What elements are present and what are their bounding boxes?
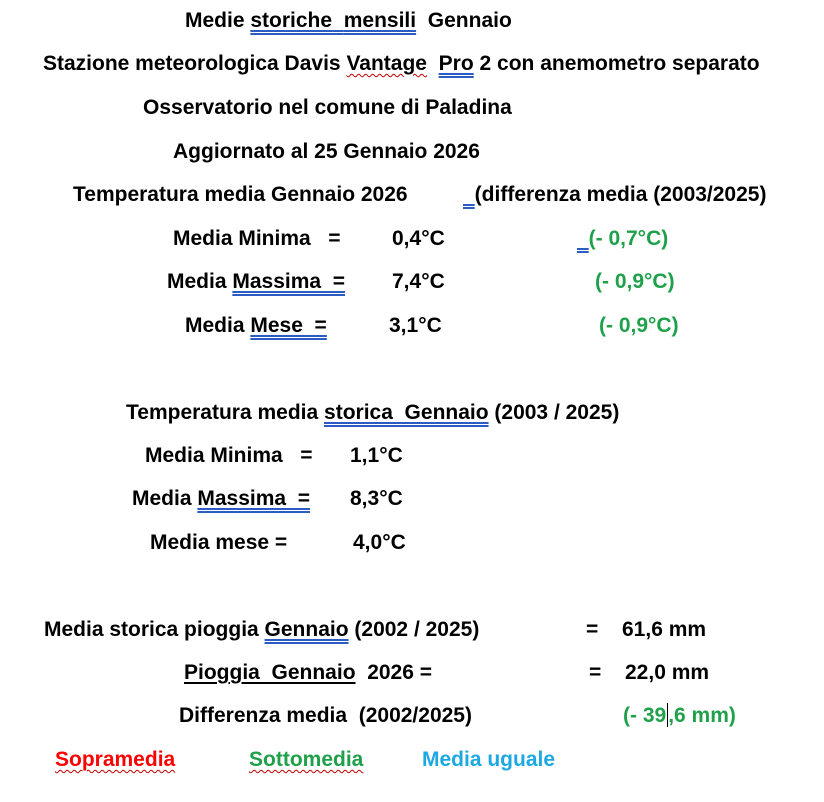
max-label-text: Massima = bbox=[232, 270, 346, 293]
rain-current-label bbox=[184, 660, 432, 686]
title-text: mensili bbox=[343, 9, 417, 32]
historic-max-label-text: Massima = bbox=[197, 487, 311, 510]
rain-current-value: 22,0 mm bbox=[625, 661, 710, 684]
observatory-line: Osservatorio nel comune di Paladina bbox=[143, 96, 512, 119]
historic-max-label bbox=[132, 486, 310, 512]
historic-title-text: (2003 / 2025) bbox=[488, 401, 620, 424]
station-text: Stazione meteorologica Davis bbox=[43, 52, 347, 75]
rain-hist-text: Media storica pioggia bbox=[44, 618, 265, 641]
title-text bbox=[332, 9, 344, 32]
legend-below-text: Sottomedia bbox=[249, 748, 364, 771]
diff-title-text: (differenza media (2003/2025) bbox=[474, 183, 767, 206]
rain-historic-eq: = bbox=[586, 618, 599, 641]
rain-current-eq: = bbox=[589, 661, 602, 684]
current-month-label bbox=[185, 313, 327, 339]
station-text bbox=[427, 52, 439, 75]
current-month-diff: (- 0,9°C) bbox=[599, 314, 679, 337]
historic-min-value: 1,1°C bbox=[350, 444, 403, 467]
rain-diff-value bbox=[623, 703, 736, 729]
month-label-text: Media bbox=[185, 314, 251, 337]
station-text: 2 con anemometro separato bbox=[473, 52, 760, 75]
current-max-label bbox=[167, 269, 345, 295]
current-diff-title bbox=[463, 182, 766, 208]
rain-current-text: Pioggia Gennaio bbox=[184, 661, 356, 684]
rain-historic-label bbox=[44, 617, 479, 643]
historic-min-label: Media Minima = bbox=[145, 444, 313, 467]
legend-below bbox=[249, 747, 363, 773]
rain-hist-text: Gennaio bbox=[264, 618, 349, 641]
legend-above-text: Sopramedia bbox=[55, 748, 176, 771]
legend-above bbox=[55, 747, 175, 773]
current-max-diff: (- 0,9°C) bbox=[595, 270, 675, 293]
current-min-value: 0,4°C bbox=[392, 227, 445, 250]
station-text: Vantage bbox=[346, 52, 427, 75]
rain-current-text: 2026 = bbox=[355, 661, 433, 684]
legend-equal: Media uguale bbox=[422, 748, 556, 771]
current-min-label: Media Minima = bbox=[173, 227, 341, 250]
month-label-text: Mese = bbox=[250, 314, 327, 337]
title-line bbox=[185, 8, 512, 34]
historic-title bbox=[126, 400, 619, 426]
rain-diff-text: (- 39 bbox=[623, 704, 667, 727]
historic-title-text: storica Gennaio bbox=[324, 401, 489, 424]
title-text: storiche bbox=[250, 9, 333, 32]
title-text: Medie bbox=[185, 9, 251, 32]
current-min-diff bbox=[577, 226, 668, 252]
historic-title-text: Temperatura media bbox=[126, 401, 325, 424]
updated-line: Aggiornato al 25 Gennaio 2026 bbox=[173, 140, 480, 163]
rain-diff-label: Differenza media (2002/2025) bbox=[179, 704, 472, 727]
station-text: Pro bbox=[438, 52, 474, 75]
title-text: Gennaio bbox=[416, 9, 512, 32]
historic-max-label-text: Media bbox=[132, 487, 198, 510]
historic-month-value: 4,0°C bbox=[353, 531, 406, 554]
historic-month-label: Media mese = bbox=[150, 531, 288, 554]
current-month-value: 3,1°C bbox=[389, 314, 442, 337]
historic-max-value: 8,3°C bbox=[350, 487, 403, 510]
station-line bbox=[43, 51, 760, 77]
rain-historic-value: 61,6 mm bbox=[622, 618, 707, 641]
min-diff-text: (- 0,7°C) bbox=[588, 227, 669, 250]
current-title: Temperatura media Gennaio 2026 bbox=[73, 183, 408, 206]
rain-diff-text: ,6 mm) bbox=[668, 704, 736, 727]
current-max-value: 7,4°C bbox=[392, 270, 445, 293]
max-label-text: Media bbox=[167, 270, 233, 293]
rain-hist-text: (2002 / 2025) bbox=[348, 618, 480, 641]
